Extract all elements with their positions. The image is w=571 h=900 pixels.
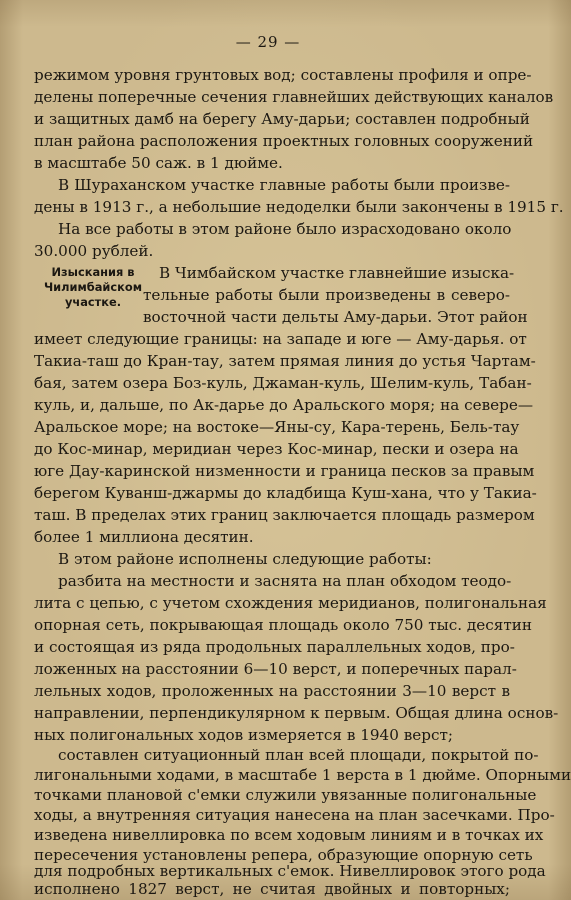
text-line: В Шураханском участке главные работы были произве- <box>58 176 510 194</box>
text-line: В Чимбайском участке главнейшие изыска- <box>159 264 515 282</box>
text-line: куль, и, дальше, по Ак-дарье до Аральского моря; на севере— <box>34 396 534 414</box>
text-line: до Кос-минар, меридиан через Кос-минар, пески и озера на <box>34 440 519 458</box>
text-line: разбита на местности и заснята на план обходом теодо- <box>58 572 512 590</box>
text-line: и состоящая из ряда продольных параллельных ходов, про- <box>34 638 515 656</box>
text-line: пересечения установлены репера, образующие опорную сеть <box>34 846 533 864</box>
text-line: тельные работы были произведены в северо- <box>143 286 510 304</box>
text-line: юге Дау-каринской низменности и граница песков за правым <box>34 462 535 480</box>
text-line: в масштабе 50 саж. в 1 дюйме. <box>34 154 283 172</box>
text-line: составлен ситуационный план всей площади, покрытой по- <box>58 746 539 764</box>
text-line: режимом уровня грунтовых вод; составлены профиля и опре- <box>34 66 532 84</box>
text-line: план района расположения проектных головных сооружений <box>34 132 534 150</box>
page-number: — 29 — <box>235 33 301 51</box>
text-line: имеет следующие границы: на западе и юге — Аму-дарья. от <box>34 330 527 348</box>
text-line: делены поперечные сечения главнейших действующих каналов <box>34 88 554 106</box>
text-line: На все работы в этом районе было израсходовано около <box>58 220 512 238</box>
text-line: лельных ходов, проложенных на расстоянии 3—10 верст в <box>34 682 510 700</box>
margin-heading-line: Изыскания в <box>51 265 135 279</box>
margin-heading-line: Чилимбайском <box>43 280 143 294</box>
text-line: Такиа-таш до Кран-тау, затем прямая линия до устья Чартам- <box>34 352 536 370</box>
text-line: берегом Куванш-джармы до кладбища Куш-хана, что у Такиа- <box>34 484 537 502</box>
text-line: опорная сеть, покрывающая площадь около 750 тыс. десятин <box>34 616 532 634</box>
text-line: ложенных на расстоянии 6—10 верст, и поперечных парал- <box>34 660 517 678</box>
text-line: дены в 1913 г., а небольшие недоделки были закончены в 1915 г. <box>34 198 564 216</box>
text-line: изведена нивеллировка по всем ходовым линиям и в точках их <box>34 826 544 844</box>
text-line: для подробных вертикальных с'емок. Нивеллировок этого рода <box>34 862 546 880</box>
text-line: таш. В пределах этих границ заключается площадь размером <box>34 506 535 524</box>
text-line: и защитных дамб на берегу Аму-дарьи; составлен подробный <box>34 110 530 128</box>
text-line: В этом районе исполнены следующие работы: <box>58 550 432 568</box>
text-line: 30.000 рублей. <box>34 242 154 260</box>
text-line: направлении, перпендикулярном к первым. Общая длина основ- <box>34 704 559 722</box>
text-line: точками плановой с'емки служили увязанные полигональные <box>34 786 537 804</box>
text-line: ных полигональных ходов измеряется в 1940 верст; <box>34 726 453 744</box>
text-line: лита с цепью, с учетом схождения меридианов, полигональная <box>34 594 547 612</box>
margin-heading <box>38 265 148 310</box>
text-line: лигональными ходами, в масштабе 1 верста в 1 дюйме. Опорными <box>34 766 571 784</box>
text-line: ходы, а внутренняя ситуация нанесена на план засечками. Про- <box>34 806 555 824</box>
text-line: Аральское море; на востоке—Яны-су, Кара-терень, Бель-тау <box>34 418 520 436</box>
text-line: восточной части дельты Аму-дарьи. Этот район <box>143 308 528 326</box>
margin-heading-line: участке. <box>64 295 122 309</box>
text-line: исполнено 1827 верст, не считая двойных и повторных; <box>34 880 510 898</box>
text-line: более 1 миллиона десятин. <box>34 528 254 546</box>
text-line: бая, затем озера Боз-куль, Джаман-куль, Шелим-куль, Табан- <box>34 374 532 392</box>
